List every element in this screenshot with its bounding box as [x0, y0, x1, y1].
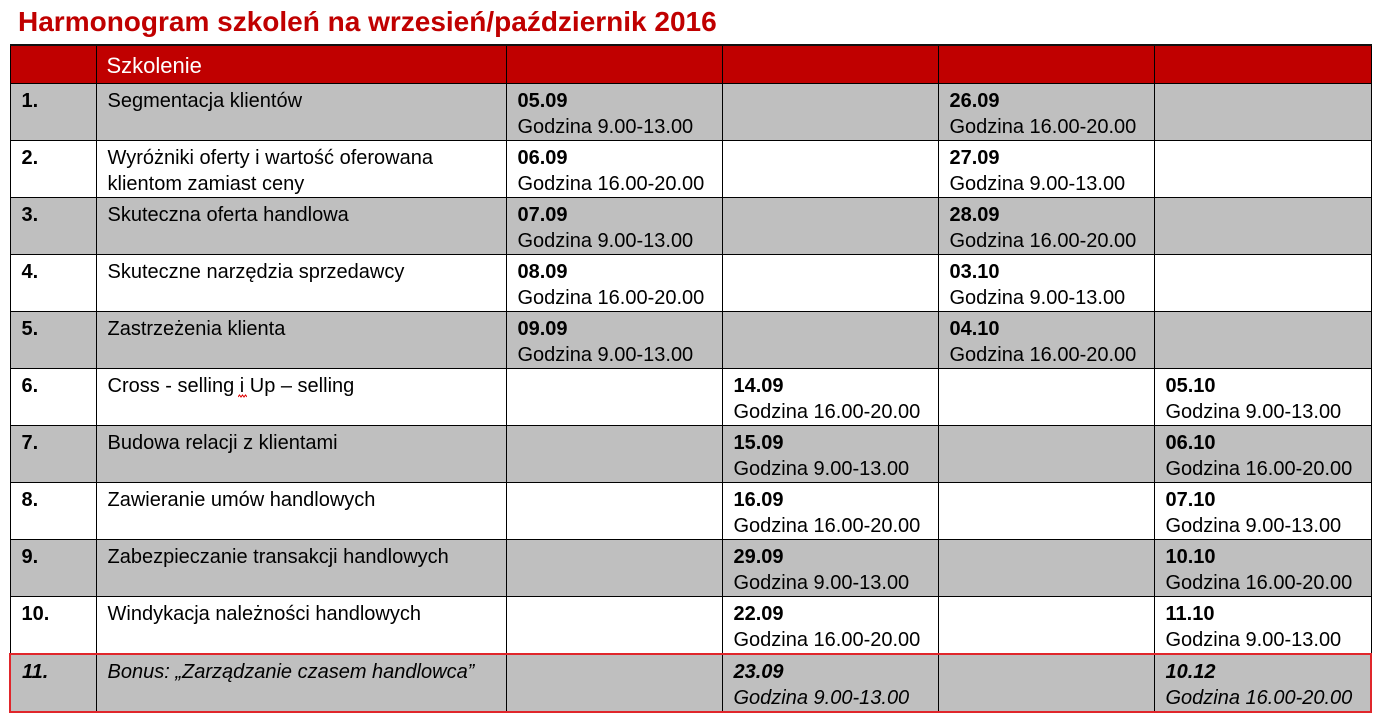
session-date: 06.09 — [517, 146, 568, 169]
schedule-cell — [1154, 539, 1371, 596]
session-time: Godzina 9.00-13.00 — [949, 172, 1126, 195]
row-number: 7. — [10, 425, 96, 482]
schedule-cell-empty — [1154, 83, 1371, 140]
schedule-cell — [506, 197, 722, 254]
session-date: 26.09 — [949, 89, 1000, 112]
schedule-cell — [938, 311, 1154, 368]
table-row — [10, 83, 1371, 140]
session-date: 22.09 — [733, 602, 784, 625]
training-name: Budowa relacji z klientami — [96, 425, 506, 482]
row-number: 2. — [10, 140, 96, 197]
session-date: 23.09 — [733, 660, 784, 683]
session-time: Godzina 16.00-20.00 — [949, 343, 1137, 366]
schedule-cell — [506, 311, 722, 368]
session-time: Godzina 16.00-20.00 — [1165, 686, 1353, 709]
session-time: Godzina 9.00-13.00 — [733, 571, 910, 594]
schedule-cell-empty — [1154, 197, 1371, 254]
session-time: Godzina 9.00-13.00 — [517, 115, 694, 138]
table-row — [10, 254, 1371, 311]
schedule-cell — [722, 654, 938, 712]
training-wrap — [108, 373, 496, 399]
schedule-cell — [722, 539, 938, 596]
training-name: Skuteczne narzędzia sprzedawcy — [96, 254, 506, 311]
session-time: Godzina 16.00-20.00 — [1165, 571, 1353, 594]
row-number: 8. — [10, 482, 96, 539]
training-name: Wyróżniki oferty i wartość oferowana klientom zamiast ceny — [96, 140, 506, 197]
session-date: 05.10 — [1165, 374, 1216, 397]
session-time: Godzina 16.00-20.00 — [517, 172, 705, 195]
session-time: Godzina 9.00-13.00 — [733, 457, 910, 480]
header-number-cell — [10, 45, 96, 83]
training-name: Bonus: „Zarządzanie czasem handlowca” — [96, 654, 506, 712]
schedule-cell-empty — [938, 368, 1154, 425]
session-time: Godzina 9.00-13.00 — [517, 229, 694, 252]
session-time: Godzina 16.00-20.00 — [949, 229, 1137, 252]
schedule-cell-empty — [722, 83, 938, 140]
schedule-cell-empty — [506, 596, 722, 654]
row-number: 5. — [10, 311, 96, 368]
schedule-cell — [938, 140, 1154, 197]
schedule-cell-empty — [938, 654, 1154, 712]
training-name: Zawieranie umów handlowych — [96, 482, 506, 539]
schedule-cell — [1154, 368, 1371, 425]
session-time: Godzina 9.00-13.00 — [1165, 400, 1342, 423]
session-time: Godzina 9.00-13.00 — [1165, 628, 1342, 651]
session-date: 11.10 — [1165, 602, 1215, 625]
session-date: 27.09 — [949, 146, 1000, 169]
schedule-cell-empty — [506, 482, 722, 539]
schedule-cell — [506, 254, 722, 311]
session-time: Godzina 16.00-20.00 — [733, 514, 921, 537]
table-row — [10, 197, 1371, 254]
schedule-cell-empty — [1154, 254, 1371, 311]
session-date: 08.09 — [517, 260, 568, 283]
session-date: 06.10 — [1165, 431, 1216, 454]
row-number: 4. — [10, 254, 96, 311]
row-number: 3. — [10, 197, 96, 254]
schedule-cell — [938, 83, 1154, 140]
session-time: Godzina 16.00-20.00 — [733, 628, 921, 651]
schedule-cell — [1154, 596, 1371, 654]
schedule-cell — [1154, 482, 1371, 539]
table-row — [10, 368, 1371, 425]
schedule-cell-empty — [506, 425, 722, 482]
schedule-cell-empty — [1154, 140, 1371, 197]
table-header-row — [10, 45, 1371, 83]
table-row — [10, 425, 1371, 482]
schedule-cell-empty — [722, 311, 938, 368]
session-date: 07.10 — [1165, 488, 1216, 511]
header-cell — [506, 45, 722, 83]
session-date: 29.09 — [733, 545, 784, 568]
session-date: 07.09 — [517, 203, 568, 226]
schedule-cell — [1154, 654, 1371, 712]
session-date: 28.09 — [949, 203, 1000, 226]
schedule-cell — [722, 425, 938, 482]
schedule-cell-empty — [722, 197, 938, 254]
schedule-cell-empty — [1154, 311, 1371, 368]
row-number: 9. — [10, 539, 96, 596]
table-row — [10, 311, 1371, 368]
schedule-cell — [722, 482, 938, 539]
row-number: 11. — [10, 654, 96, 712]
header-training: Szkolenie — [96, 45, 506, 83]
session-date: 14.09 — [733, 374, 784, 397]
schedule-cell-empty — [722, 140, 938, 197]
training-name: Skuteczna oferta handlowa — [96, 197, 506, 254]
schedule-cell-empty — [722, 254, 938, 311]
schedule-table — [9, 44, 1372, 713]
schedule-cell — [506, 140, 722, 197]
training-name: Cross - selling i Up – selling — [107, 374, 355, 397]
session-time: Godzina 9.00-13.00 — [733, 686, 910, 709]
header-cell — [722, 45, 938, 83]
schedule-cell-empty — [506, 368, 722, 425]
session-time: Godzina 9.00-13.00 — [517, 343, 694, 366]
schedule-cell — [938, 254, 1154, 311]
training-cell — [96, 368, 506, 425]
session-date: 03.10 — [949, 260, 1000, 283]
session-time: Godzina 16.00-20.00 — [517, 286, 705, 309]
training-name: Zastrzeżenia klienta — [96, 311, 506, 368]
table-row — [10, 482, 1371, 539]
table-row-bonus — [10, 654, 1371, 712]
session-date: 10.10 — [1165, 545, 1216, 568]
session-date: 05.09 — [517, 89, 568, 112]
session-time: Godzina 9.00-13.00 — [1165, 514, 1342, 537]
spellcheck-squiggle — [238, 394, 247, 398]
row-number: 10. — [10, 596, 96, 654]
session-time: Godzina 16.00-20.00 — [1165, 457, 1353, 480]
training-name: Zabezpieczanie transakcji handlowych — [96, 539, 506, 596]
schedule-cell — [722, 596, 938, 654]
header-cell — [938, 45, 1154, 83]
session-date: 16.09 — [733, 488, 784, 511]
session-date: 09.09 — [517, 317, 568, 340]
schedule-cell — [506, 83, 722, 140]
schedule-cell-empty — [506, 654, 722, 712]
training-name: Windykacja należności handlowych — [96, 596, 506, 654]
training-name: Segmentacja klientów — [96, 83, 506, 140]
session-date: 15.09 — [733, 431, 784, 454]
session-time: Godzina 16.00-20.00 — [733, 400, 921, 423]
schedule-cell — [1154, 425, 1371, 482]
schedule-cell-empty — [506, 539, 722, 596]
row-number: 1. — [10, 83, 96, 140]
schedule-cell-empty — [938, 596, 1154, 654]
schedule-cell-empty — [938, 425, 1154, 482]
schedule-cell — [938, 197, 1154, 254]
header-cell — [1154, 45, 1371, 83]
schedule-cell-empty — [938, 539, 1154, 596]
session-date: 10.12 — [1165, 660, 1216, 683]
row-number: 6. — [10, 368, 96, 425]
table-row — [10, 596, 1371, 654]
session-time: Godzina 9.00-13.00 — [949, 286, 1126, 309]
table-row — [10, 140, 1371, 197]
page-title: Harmonogram szkoleń na wrzesień/październik 2016 — [18, 6, 717, 37]
schedule-cell — [722, 368, 938, 425]
table-row — [10, 539, 1371, 596]
schedule-cell-empty — [938, 482, 1154, 539]
session-date: 04.10 — [949, 317, 1000, 340]
session-time: Godzina 16.00-20.00 — [949, 115, 1137, 138]
